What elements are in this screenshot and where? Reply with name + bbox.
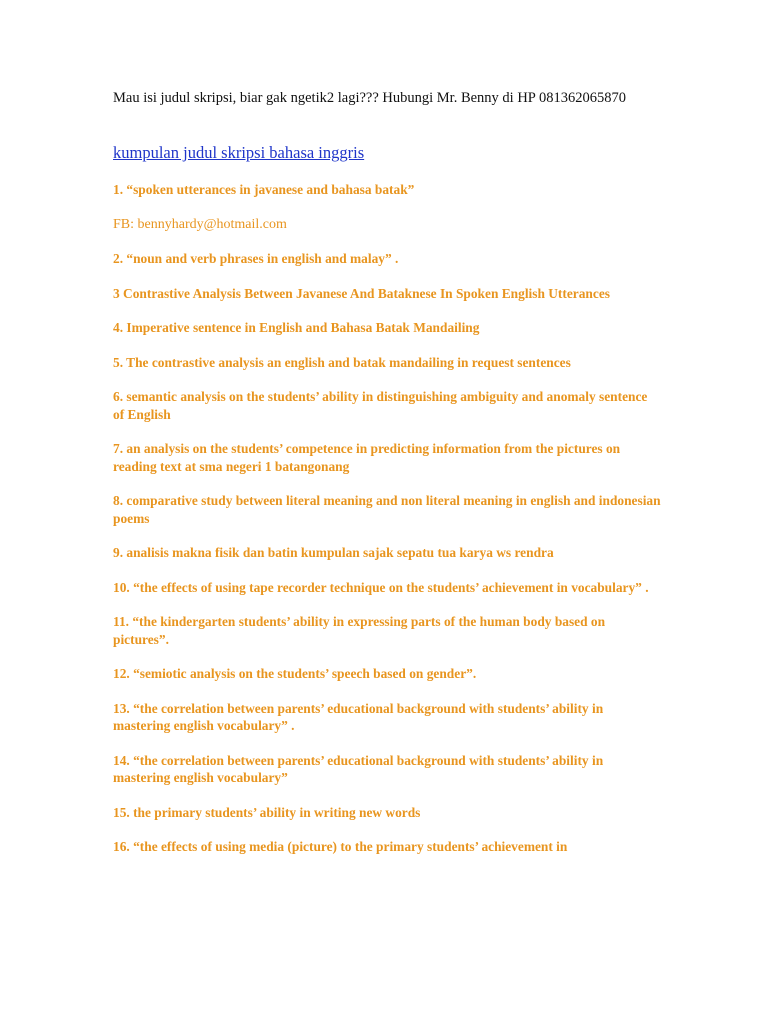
list-item-2: 2. “noun and verb phrases in english and malay” . <box>113 251 399 266</box>
list-item-9: 9. analisis makna fisik dan batin kumpulan sajak sepatu tua karya ws rendra <box>113 545 554 560</box>
list-item-8: 8. comparative study between literal meaning and non literal meaning in english and indonesian poems <box>113 493 661 526</box>
list-item-14: 14. “the correlation between parents’ educational background with students’ ability in mastering english vocabulary” <box>113 752 604 785</box>
contact-facebook: FB: bennyhardy@hotmail.com <box>113 216 287 232</box>
list-item-12: 12. “semiotic analysis on the students’ speech based on gender”. <box>113 666 477 681</box>
heading-link[interactable]: kumpulan judul skripsi bahasa inggris <box>113 143 365 162</box>
thesis-title-list <box>113 181 661 873</box>
list-item-7: 7. an analysis on the students’ competence in predicting information from the pictures on reading text at sma negeri 1 batangonang <box>113 441 621 474</box>
list-item-16: 16. “the effects of using media (picture) to the primary students’ achievement in <box>113 839 568 854</box>
list-item-1: 1. “spoken utterances in javanese and bahasa batak” <box>113 182 415 197</box>
intro-text: Mau isi judul skripsi, biar gak ngetik2 lagi??? Hubungi Mr. Benny di HP 081362065870 <box>113 90 626 106</box>
list-item-11: 11. “the kindergarten students’ ability in expressing parts of the human body based on pictures”. <box>113 614 606 647</box>
list-item-10: 10. “the effects of using tape recorder technique on the students’ achievement in vocabulary” . <box>113 579 649 595</box>
list-item-15: 15. the primary students’ ability in writing new words <box>113 804 421 820</box>
list-item-4: 4. Imperative sentence in English and Bahasa Batak Mandailing <box>113 320 480 335</box>
list-item-13: 13. “the correlation between parents’ educational background with students’ ability in mastering english vocabulary” . <box>113 700 604 733</box>
list-item-5: 5. The contrastive analysis an english and batak mandailing in request sentences <box>113 354 571 370</box>
list-item-6: 6. semantic analysis on the students’ ability in distinguishing ambiguity and anomaly sentence of English <box>113 389 648 422</box>
list-item-3: 3 Contrastive Analysis Between Javanese And Bataknese In Spoken English Utterances <box>113 285 610 301</box>
